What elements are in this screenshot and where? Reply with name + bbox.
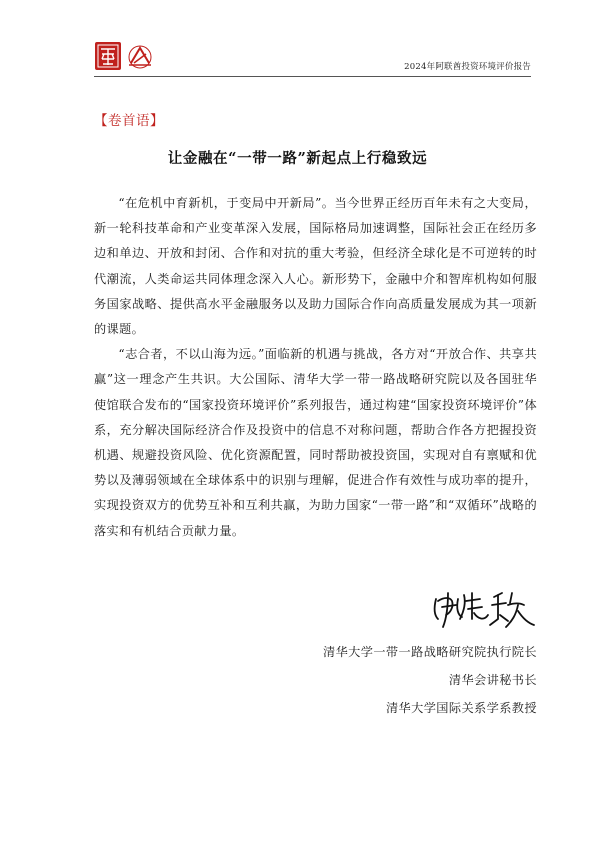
- signature-line: 清华大学国际关系学系教授: [385, 701, 537, 715]
- paragraph: “在危机中育新机，于变局中开新局”。当今世界正经历百年未有之大变局，新一轮科技革命和产业变革深入发展，国际格局加速调整，国际社会正在经历多边和单边、开放和封闭、合作和对抗的重大考验，但经济全球化是不可逆转的时代潮流，人类命运共同体理念深入人心。新形势下，金融中介和智库机构如何服务国家战略、提供高水平金融服务以及助力国际合作向高质量发展成为其一项新的课题。: [94, 196, 537, 337]
- page-title: 让金融在“一带一路”新起点上行稳致远: [167, 150, 428, 167]
- signature-line: 清华会讲秘书长: [448, 673, 537, 687]
- emblem-icon: [129, 46, 151, 68]
- report-header-title: 2024年阿联酋投资环境评价报告: [404, 62, 531, 72]
- paragraph: “志合者，不以山海为远。”面临新的机遇与挑战，各方对“开放合作、共享共赢”这一理念产生共识。大公国际、清华大学一带一路战略研究院以及各国驻华使馆联合发布的“国家投资环境评价”系列报告，通过构建“国家投资环境评价”体系，充分解决国际经济合作及投资中的信息不对称问题，帮助合作各方把握投资机遇、规避投资风险、优化资源配置，同时帮助被投资国，实现对自有禀赋和优势以及薄弱领域在全球体系中的识别与理解，促进合作有效性与成功率的提升，实现投资双方的优势互补和互利共赢，为助力国家“一带一路”和“双循环”战略的落实和有机结合贡献力量。: [94, 347, 537, 538]
- section-tag: 【卷首语】: [94, 113, 164, 129]
- handwritten-signature: [428, 585, 540, 631]
- signature-block: [323, 638, 537, 722]
- header-logo: [94, 41, 162, 71]
- signature-line: 清华大学一带一路战略研究院执行院长: [323, 645, 537, 659]
- body-text: [94, 191, 537, 544]
- header-divider: [94, 76, 531, 77]
